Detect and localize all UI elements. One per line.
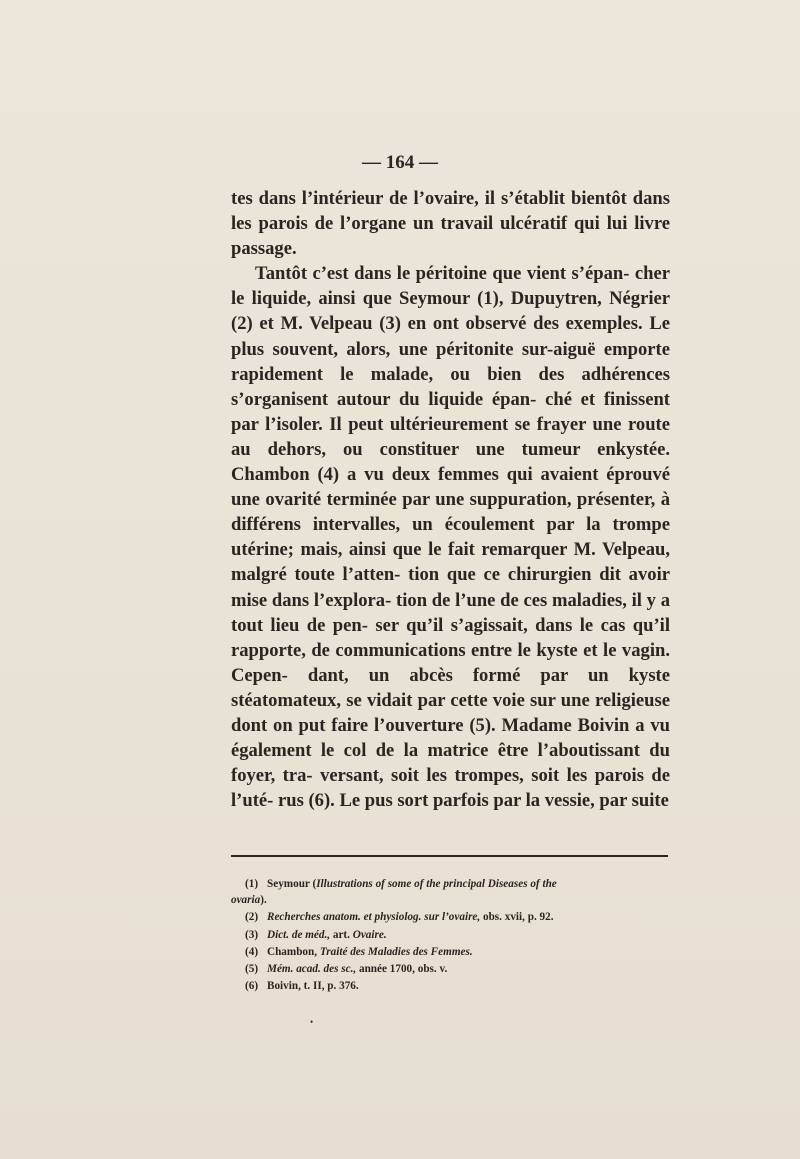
text-line: Tantôt c’est dans le péritoine que vient s’épan- — [255, 263, 630, 285]
footnote-6 — [231, 978, 670, 995]
text-line: sur-aiguë emporte rapidement le malade, ou bien — [231, 338, 670, 385]
footnote-text: obs. xvii, p. 92. — [480, 911, 554, 924]
body-text — [231, 186, 670, 813]
text-line: suppuration, présenter, à différens intervalles, un — [231, 489, 670, 536]
text-line: versant, soit les trompes, soit les parois de l’uté- — [231, 765, 670, 812]
text-line: tes dans l’intérieur de l’ovaire, il s’établit bientôt — [231, 188, 627, 209]
text-line: ser qu’il s’agissait, dans le cas qu’il rapporte, de — [231, 614, 670, 661]
footnote-title-2: Ovaire. — [352, 928, 387, 941]
footnote-number: (3) — [245, 928, 259, 941]
text-line: dant, un abcès formé par un kyste stéatomateux, se — [231, 664, 670, 711]
text-line: qui avaient éprouvé une ovarité terminée par une — [231, 464, 670, 511]
text-line: dans les parois de l’organe un travail ulcératif qui — [231, 188, 670, 235]
footnote-number: (5) — [245, 963, 259, 976]
footnote-text: Boivin, t. II, p. 376. — [267, 980, 359, 993]
footnote-5 — [231, 961, 670, 978]
footnote-text: art. — [330, 928, 353, 941]
text-line: tion de l’une de ces maladies, il y a tout lieu de pen- — [231, 589, 670, 636]
text-line: communications entre le kyste et le vagin. Cepen- — [231, 639, 670, 686]
text-line: cher le liquide, ainsi que Seymour (1), Dupuytren, — [231, 263, 670, 310]
footnote-title: Mém. acad. des sc., — [267, 963, 357, 976]
footnote-title: Traité des Maladies des Femmes. — [319, 945, 473, 958]
footnote-3 — [231, 927, 670, 944]
footnote-2 — [231, 909, 670, 926]
footnote-text: Seymour ( — [267, 878, 317, 890]
footnote-1 — [231, 876, 670, 893]
text-line: se frayer une route au dehors, ou constituer une — [231, 413, 670, 460]
text-line: lui livre passage. — [231, 213, 671, 260]
footnote-number: (1) — [245, 878, 259, 890]
footnote-text: année 1700, obs. v. — [356, 963, 448, 976]
footnote-title: Recherches anatom. et physiolog. sur l’ovaire, — [267, 911, 481, 924]
paragraph-1 — [231, 186, 670, 261]
paragraph-2 — [231, 261, 670, 813]
footnote-text-cont: ). — [260, 894, 267, 907]
footnote-title-cont: ovaria — [231, 894, 261, 907]
text-line: vidait par cette voie sur une religieuse dont on put — [231, 689, 670, 736]
text-line: le col de la matrice être l’aboutissant du foyer, tra- — [231, 740, 670, 787]
footnote-title: Dict. de méd., — [267, 928, 331, 941]
text-line: Négrier (2) et M. Velpeau (3) en ont observé des — [231, 288, 670, 335]
footnote-4 — [231, 944, 670, 961]
page-number: — 164 — — [362, 152, 438, 173]
text-line: ché et finissent par l’isoler. Il peut ultérieurement — [231, 388, 670, 435]
text-line: des adhérences s’organisent autour du liquide épan- — [231, 363, 670, 410]
stray-ink-mark: • — [310, 1017, 314, 1027]
text-line: tumeur enkystée. Chambon (4) a vu deux femmes — [231, 438, 670, 486]
footnote-title: Illustrations of some of the principal Diseases of the — [316, 878, 557, 890]
footnote-number: (4) — [245, 945, 259, 958]
footnote-number: (6) — [245, 980, 259, 993]
text-line: écoulement par la trompe utérine; mais, ainsi que — [231, 514, 670, 561]
footnote-rule — [231, 855, 668, 857]
footnotes — [231, 876, 670, 995]
text-line: exemples. Le plus souvent, alors, une péritonite — [231, 313, 670, 360]
footnote-1-continued — [231, 892, 670, 909]
footnote-number: (2) — [245, 911, 259, 924]
text-line: rus (6). Le pus sort parfois par la vessie, par suite — [278, 790, 669, 812]
text-line: faire l’ouverture (5). Madame Boivin a vu également — [231, 714, 670, 762]
text-line: le fait remarquer M. Velpeau, malgré toute l’atten- — [231, 539, 671, 586]
text-line: tion que ce chirurgien dit avoir mise dans l’explora- — [231, 564, 670, 611]
footnote-text: Chambon, — [267, 945, 320, 958]
